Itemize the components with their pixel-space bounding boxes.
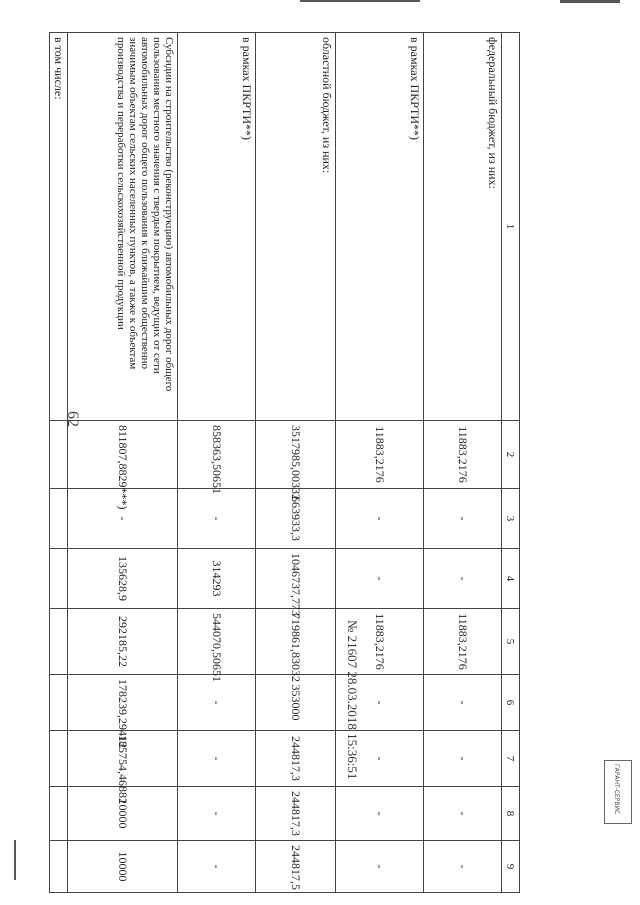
cell-value	[50, 489, 68, 549]
cell-value: 858363,50651	[178, 421, 256, 489]
cell-value: 244817,3	[256, 731, 336, 787]
cell-value: 663933,3	[256, 489, 336, 549]
cell-value: -	[178, 731, 256, 787]
cell-value: 292185,22	[68, 609, 178, 675]
row-label: Субсидии на строительство (реконструкцию) автомобильных дорог общего пользования местного значения с твердым покрытием, ведущих от сети автомобильных дорог общего пользования к ближайшим общественно значимым объектам сельских населенных пунктов, а также к объектам производства и переработки сельскохозяйственной продукции	[68, 33, 178, 421]
cell-value: 11883,2176	[336, 421, 424, 489]
table-row	[68, 33, 178, 893]
cell-value: -	[424, 489, 502, 549]
row-label: федеральный бюджет, из них:	[424, 33, 502, 421]
column-header: 4	[502, 549, 520, 609]
table-header-row	[502, 33, 520, 893]
cell-value: -	[424, 675, 502, 731]
cell-value: 10000	[68, 787, 178, 841]
scan-edge-mark	[300, 0, 420, 2]
service-stamp	[604, 760, 640, 842]
cell-value: 11883,2176	[424, 421, 502, 489]
table-rotator	[52, 32, 520, 892]
cell-value: -	[336, 549, 424, 609]
cell-value: 244817,3	[256, 787, 336, 841]
cell-value: -	[336, 841, 424, 893]
scan-edge-mark	[14, 840, 16, 880]
cell-value: 811807,8829***)	[68, 421, 178, 489]
cell-value: -	[68, 489, 178, 549]
cell-value: 3517985,00332	[256, 421, 336, 489]
document-registration-stamp	[345, 620, 374, 780]
cell-value: 11883,2176	[336, 609, 424, 675]
page-number: 62	[64, 411, 81, 427]
column-header: 5	[502, 609, 520, 675]
cell-value: 11883,2176	[424, 609, 502, 675]
cell-value	[50, 549, 68, 609]
cell-value: 178239,29412	[68, 675, 178, 731]
cell-value: 135628,9	[68, 549, 178, 609]
table-row	[256, 33, 336, 893]
cell-value: 10000	[68, 841, 178, 893]
row-label: в том числе:	[50, 33, 68, 421]
table-row	[50, 33, 68, 893]
column-header: 2	[502, 421, 520, 489]
cell-value: -	[424, 787, 502, 841]
cell-value: -	[424, 549, 502, 609]
cell-value: 185754,46882	[68, 731, 178, 787]
cell-value: 353000	[256, 675, 336, 731]
cell-value: -	[336, 731, 424, 787]
cell-value	[50, 841, 68, 893]
rotated-table-container	[52, 32, 520, 892]
cell-value: -	[336, 675, 424, 731]
cell-value: -	[178, 489, 256, 549]
registration-text: № 21607 28.03.2018 15:36:51	[345, 620, 360, 780]
table-row	[178, 33, 256, 893]
cell-value	[50, 421, 68, 489]
cell-value	[50, 675, 68, 731]
cell-value: -	[336, 787, 424, 841]
row-label: областной бюджет, из них:	[256, 33, 336, 421]
cell-value	[50, 731, 68, 787]
cell-value: -	[178, 787, 256, 841]
row-label: в рамках ПКРТИ**)	[336, 33, 424, 421]
budget-table	[49, 32, 520, 893]
cell-value	[50, 609, 68, 675]
cell-value: 314293	[178, 549, 256, 609]
cell-value: -	[178, 675, 256, 731]
table-row	[424, 33, 502, 893]
cell-value: 1046737,773	[256, 549, 336, 609]
cell-value: 719861,83032	[256, 609, 336, 675]
cell-value: -	[336, 489, 424, 549]
column-header: 8	[502, 787, 520, 841]
cell-value: -	[178, 841, 256, 893]
column-header: 9	[502, 841, 520, 893]
column-header: 3	[502, 489, 520, 549]
row-label: в рамках ПКРТИ**)	[178, 33, 256, 421]
stamp-label: ГАРАНТ-СЕРВИС	[613, 764, 620, 815]
cell-value: -	[424, 731, 502, 787]
scan-edge-mark	[560, 0, 620, 3]
cell-value	[50, 787, 68, 841]
cell-value: -	[424, 841, 502, 893]
column-header: 1	[502, 33, 520, 421]
column-header: 7	[502, 731, 520, 787]
column-header: 6	[502, 675, 520, 731]
cell-value: 544070,50651	[178, 609, 256, 675]
cell-value: 244817,5	[256, 841, 336, 893]
